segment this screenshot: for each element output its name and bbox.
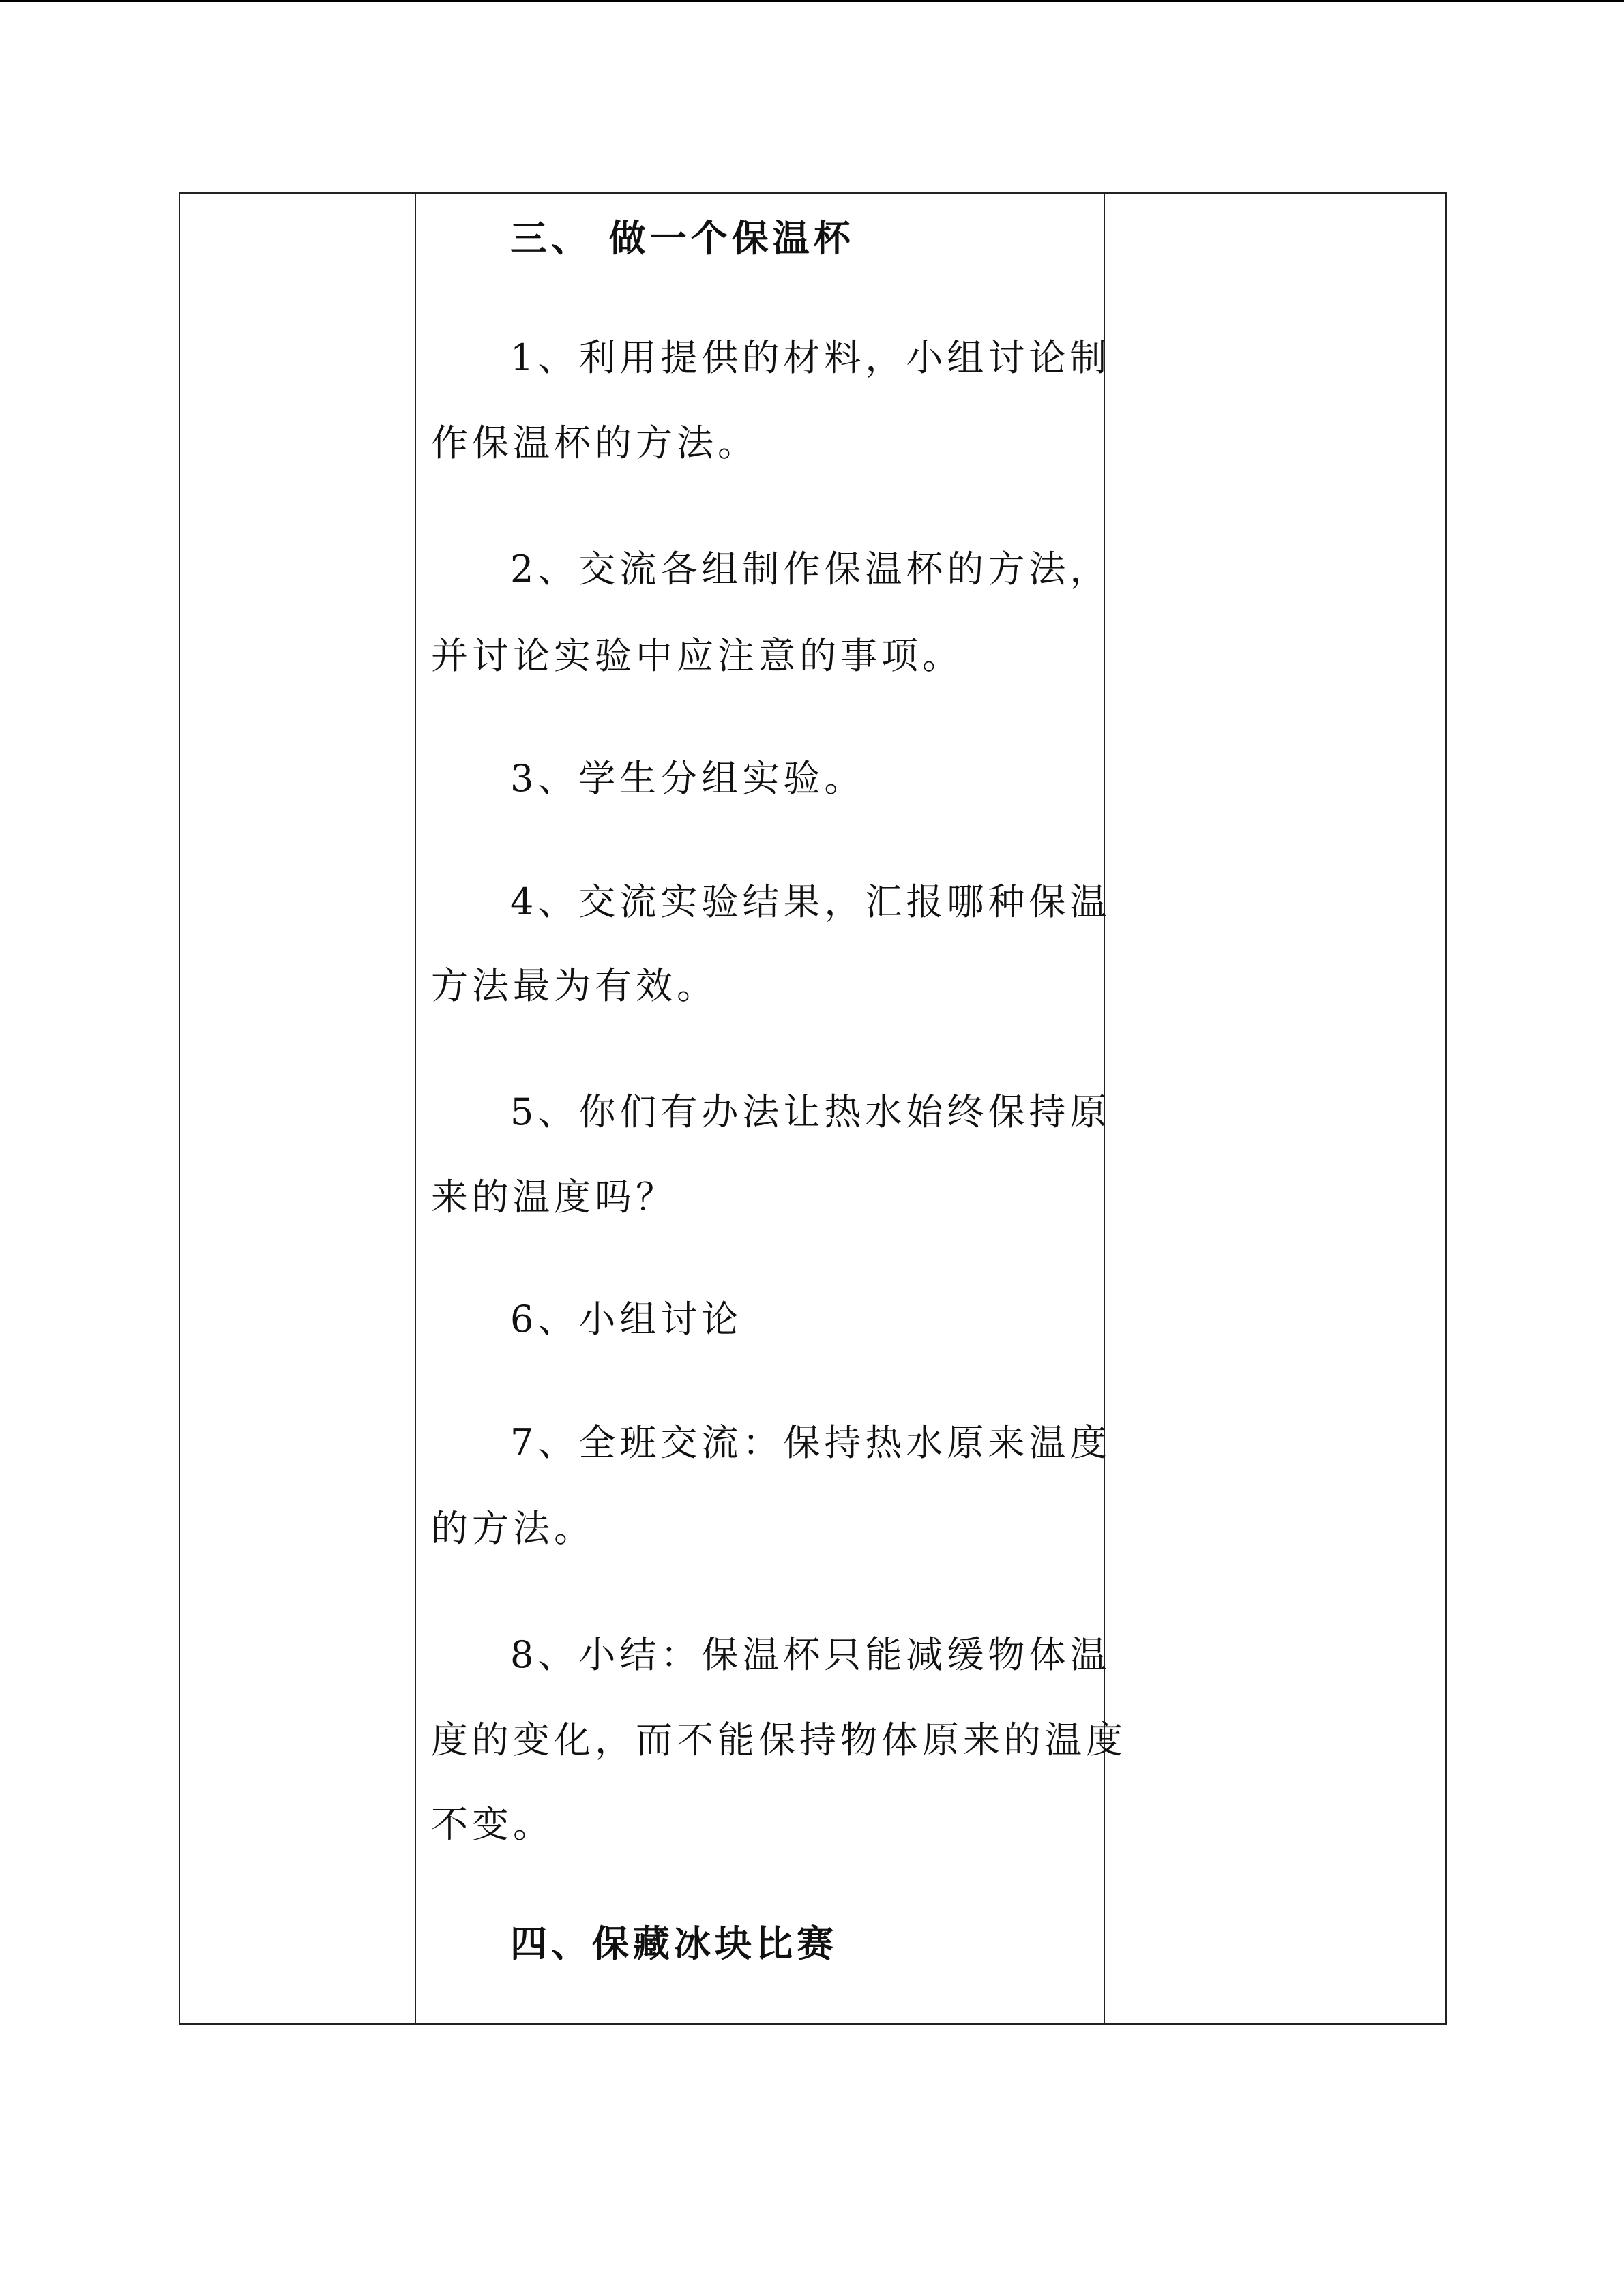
step-4-line-2: 方法最为有效。	[431, 964, 718, 1007]
section-four-heading: 四、保藏冰块比赛	[510, 1922, 838, 1965]
table-content-column	[416, 194, 1127, 2023]
lesson-table	[179, 192, 1447, 2025]
step-8-line-2: 度的变化，而不能保持物体原来的温度	[431, 1718, 1127, 1761]
section-three-heading: 三、 做一个保温杯	[510, 216, 855, 260]
step-7-line-1: 7、全班交流：保持热水原来温度	[510, 1421, 1111, 1464]
step-1-line-2: 作保温杯的方法。	[431, 421, 758, 464]
step-5-line-2: 来的温度吗？	[431, 1176, 677, 1219]
step-6-line-1: 6、小组讨论	[510, 1298, 743, 1341]
step-3-line-1: 3、学生分组实验。	[510, 757, 866, 800]
step-2-line-2: 并讨论实验中应注意的事项。	[431, 634, 963, 677]
step-4-line-1: 4、交流实验结果，汇报哪种保温	[510, 880, 1111, 923]
page-top-rule	[0, 0, 1624, 2]
table-right-column	[1105, 194, 1445, 2023]
step-1-line-1: 1、利用提供的材料，小组讨论制	[510, 336, 1111, 379]
step-5-line-1: 5、你们有办法让热水始终保持原	[510, 1090, 1111, 1133]
table-left-column	[180, 194, 416, 2023]
step-8-line-1: 8、小结：保温杯只能减缓物体温	[510, 1633, 1111, 1676]
step-8-line-3: 不变。	[431, 1803, 554, 1846]
step-7-line-2: 的方法。	[431, 1507, 595, 1550]
step-2-line-1: 2、交流各组制作保温杯的方法，	[510, 548, 1111, 591]
